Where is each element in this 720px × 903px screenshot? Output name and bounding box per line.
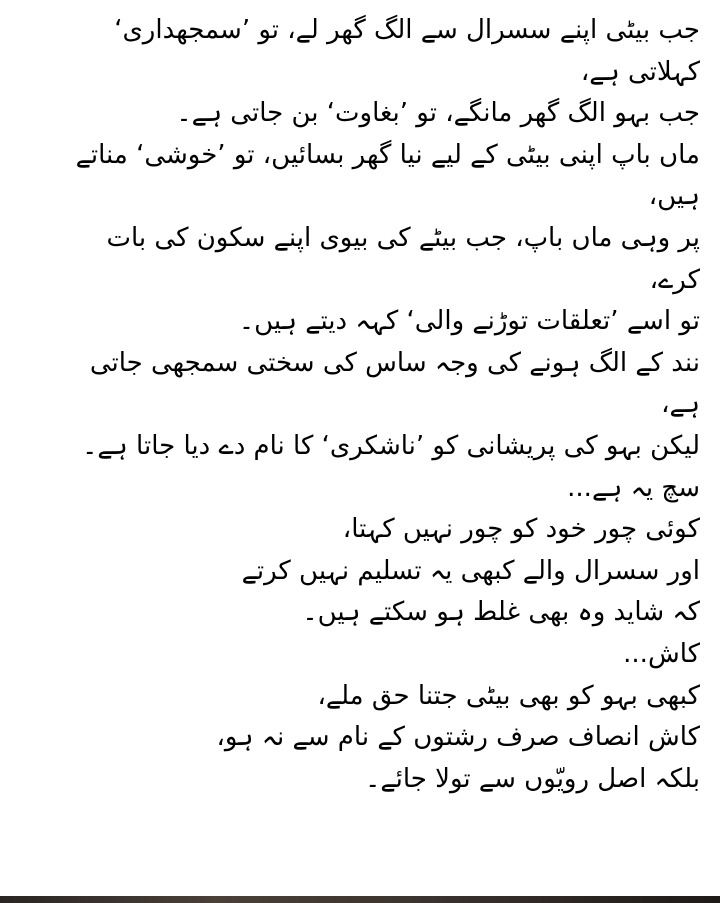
poem-line: کرے،: [649, 264, 700, 295]
poem-line: ہے،: [661, 389, 700, 420]
poem-line: اور سسرال والے کبھی یہ تسلیم نہیں کرتے: [241, 555, 700, 586]
poem-line: تو اسے ’تعلقات توڑنے والی‘ کہہ دیتے ہیں۔: [238, 306, 700, 337]
poem-line: کاش انصاف صرف رشتوں کے نام سے نہ ہو،: [216, 722, 700, 753]
poem-line: کہ شاید وہ بھی غلط ہو سکتے ہیں۔: [302, 597, 700, 628]
poem-line: کبھی بہو کو بھی بیٹی جتنا حق ملے،: [317, 680, 700, 711]
poem-line: ہیں،: [648, 181, 700, 212]
poem-line: کوئی چور خود کو چور نہیں کہتا،: [342, 514, 700, 545]
poem-line: پر وہی ماں باپ، جب بیٹے کی بیوی اپنے سکون کی بات: [106, 222, 700, 253]
poem-line: لیکن بہو کی پریشانی کو ’ناشکری‘ کا نام دے دیا جاتا ہے۔: [82, 430, 700, 461]
poem-line: بلکہ اصل رویّوں سے تولا جائے۔: [365, 763, 700, 794]
poem-line: جب بیٹی اپنے سسرال سے الگ گھر لے، تو ’سمجھداری‘: [114, 15, 700, 45]
poem-line: کاش...: [623, 638, 700, 669]
poem-line: کہلاتی ہے،: [580, 56, 700, 87]
poem-line: سچ یہ ہے...: [567, 472, 700, 503]
poem-line: ماں باپ اپنی بیٹی کے لیے نیا گھر بسائیں، تو ’خوشی‘ مناتے: [75, 139, 700, 170]
poem-line: نند کے الگ ہونے کی وجہ ساس کی سختی سمجھی جاتی: [89, 347, 700, 378]
poem-line: جب بہو الگ گھر مانگے، تو ’بغاوت‘ بن جاتی ہے۔: [176, 98, 700, 129]
photo-edge-strip: [0, 896, 720, 903]
poem-text: [18, 10, 700, 800]
